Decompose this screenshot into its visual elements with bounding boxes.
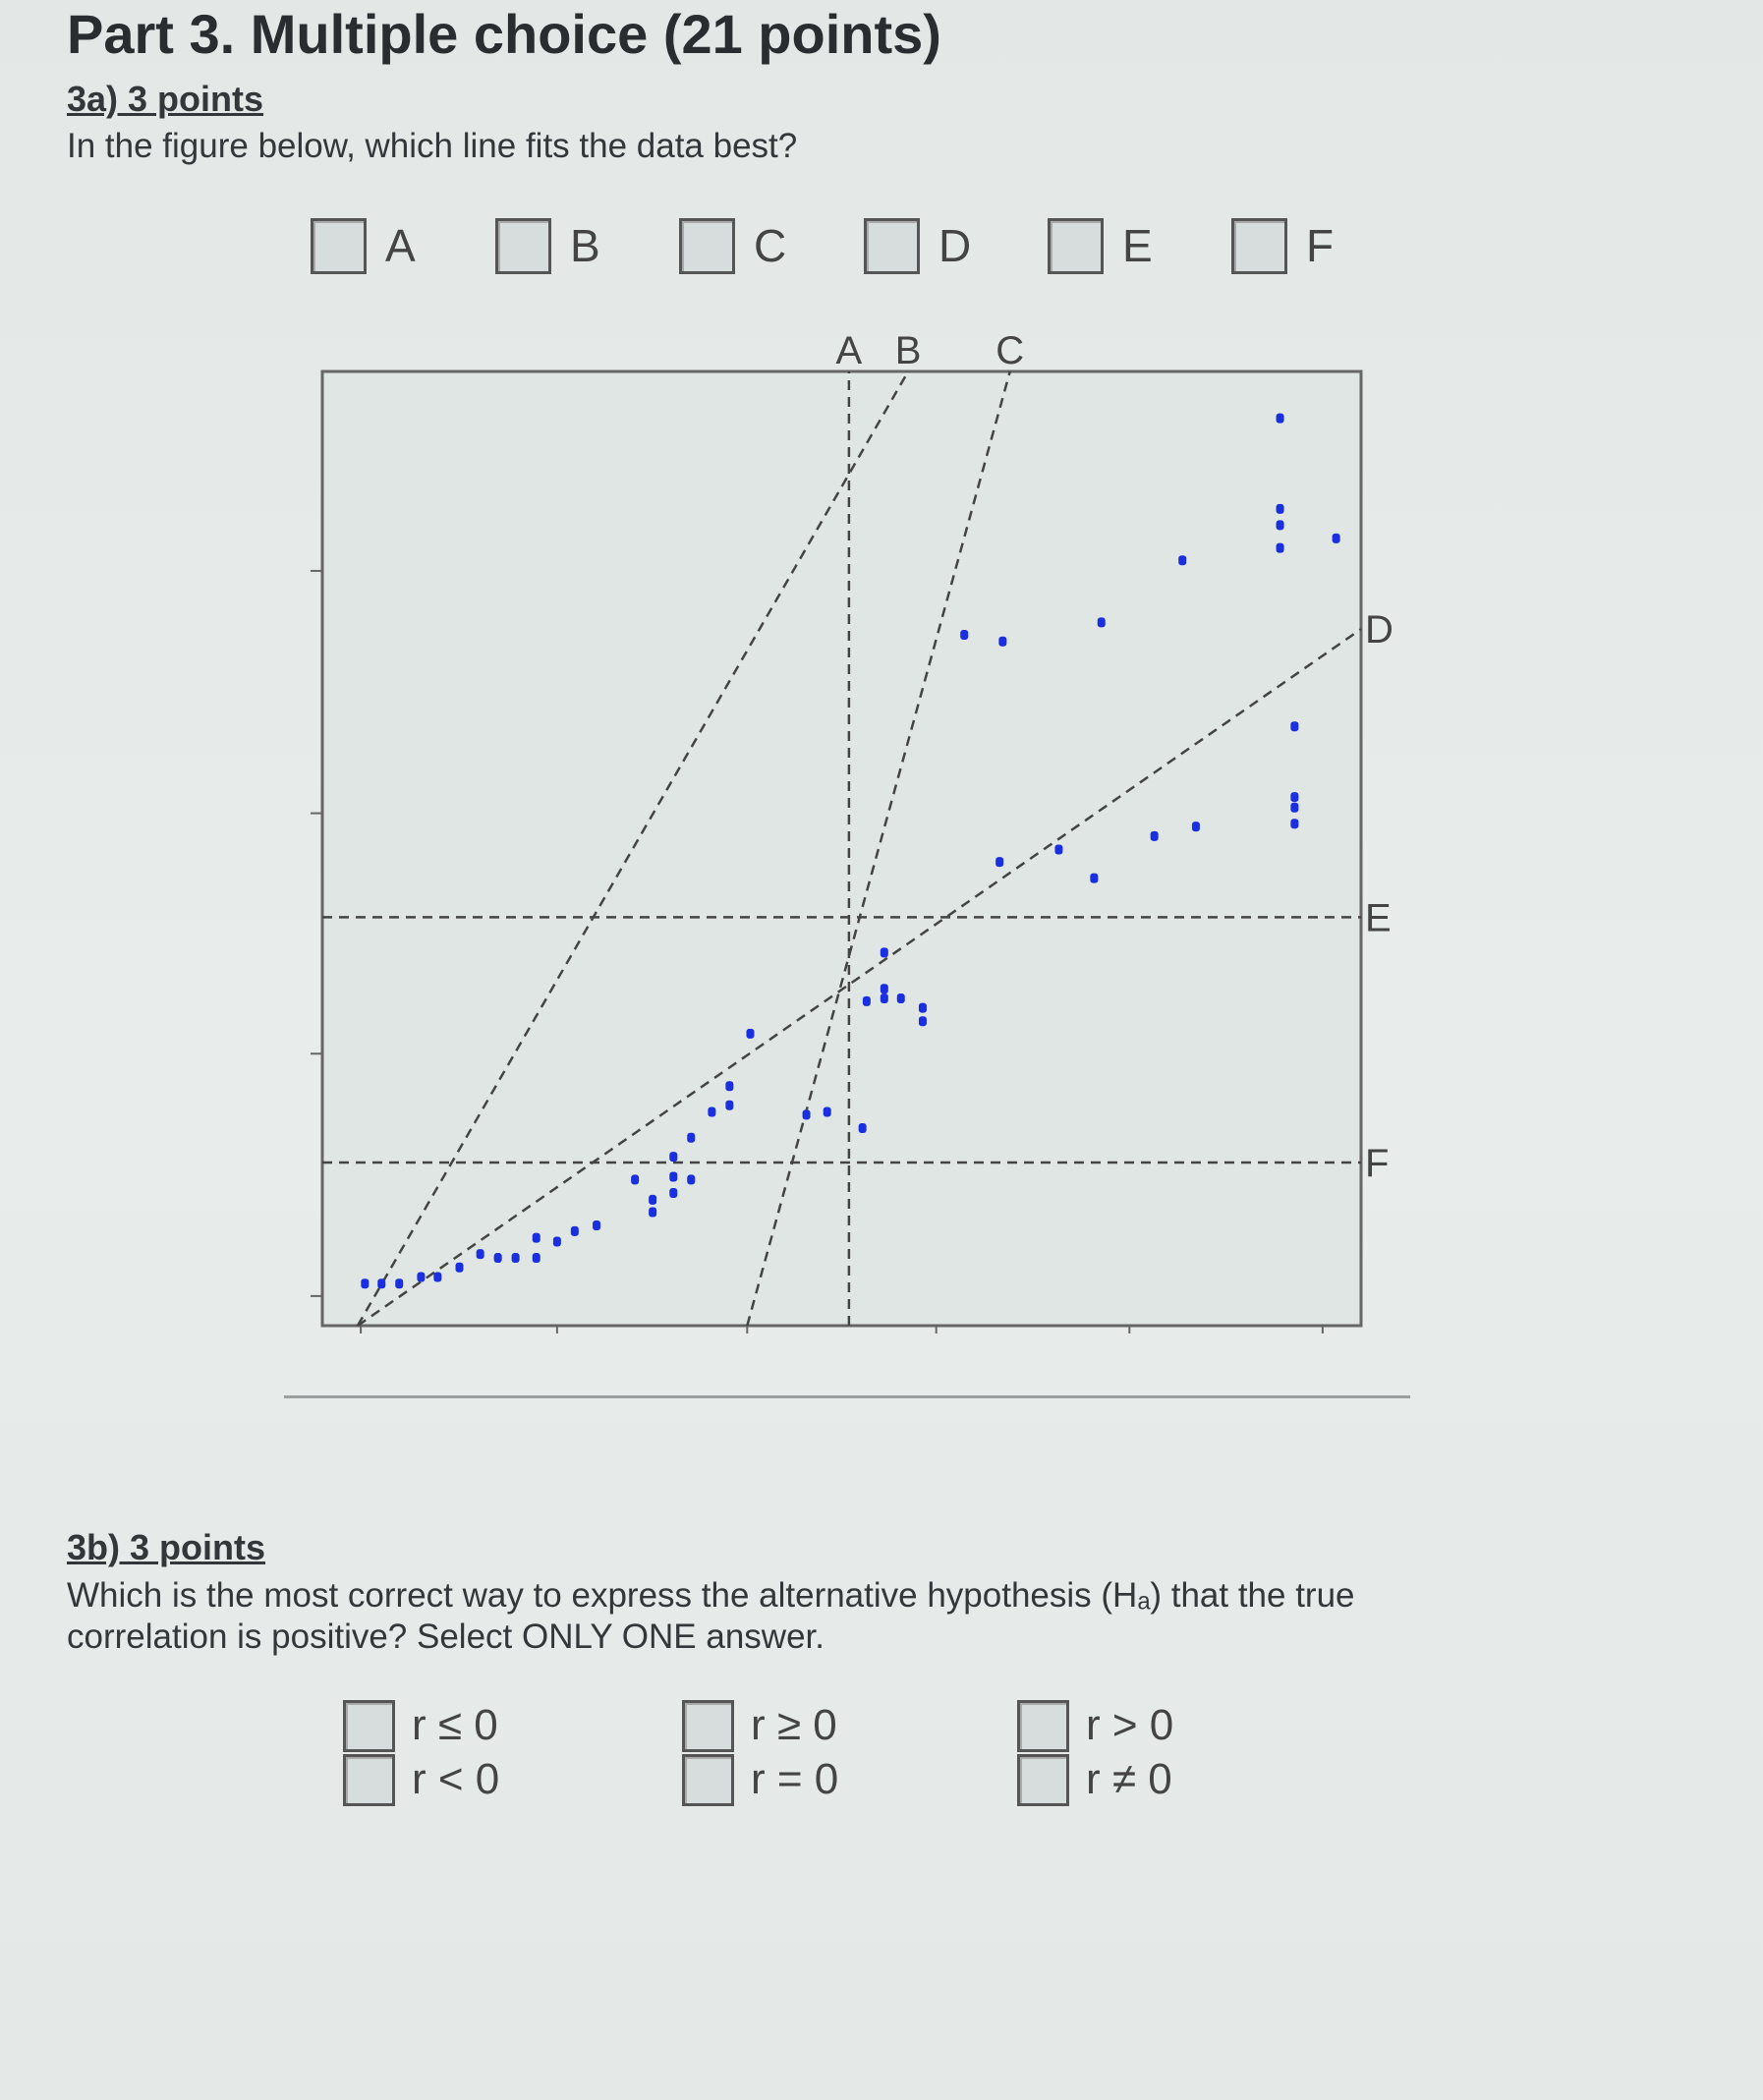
data-point [1277,520,1284,530]
option-label-a: A [385,220,416,271]
data-point [669,1188,677,1198]
question-3b-heading: 3b) 3 points [67,1527,266,1567]
data-point [571,1226,579,1236]
line-label-d: D [1365,608,1393,653]
option-label-e: E [1122,220,1153,271]
data-point [649,1207,656,1217]
checkbox-answer-6[interactable] [1017,1754,1069,1806]
data-point [1178,555,1186,565]
data-point [395,1278,403,1288]
line-label-f: F [1365,1141,1390,1185]
data-point [533,1233,540,1243]
data-point [881,947,888,957]
data-point [631,1174,639,1184]
data-point [725,1101,733,1110]
checkbox-answer-3[interactable] [682,1700,734,1752]
data-point [512,1253,520,1263]
data-point [1333,534,1340,543]
answer-label-6: r ≠ 0 [1086,1755,1172,1803]
answer-label-5: r > 0 [1086,1701,1174,1749]
checkbox-answer-5[interactable] [1017,1700,1069,1752]
page-title: Part 3. Multiple choice (21 points) [67,3,941,65]
data-point [533,1253,540,1263]
data-point [824,1107,831,1116]
data-point [433,1272,441,1281]
data-point [1054,844,1062,854]
option-label-d: D [938,220,972,271]
line-label-c: C [995,329,1025,372]
data-point [669,1152,677,1162]
data-point [995,857,1003,867]
data-point [998,637,1006,647]
data-point [1090,874,1098,883]
divider [284,1395,1410,1398]
data-point [960,630,968,640]
option-label-f: F [1306,220,1335,271]
line-label-b: B [894,329,922,372]
data-point [803,1109,811,1119]
option-label-b: B [570,220,600,271]
checkbox-answer-4[interactable] [682,1754,734,1806]
data-point [1277,504,1284,514]
option-label-c: C [754,220,787,271]
line-label-e: E [1365,896,1392,940]
data-point [456,1263,464,1273]
data-point [687,1133,695,1143]
data-point [919,1003,927,1013]
data-point [1098,617,1106,627]
data-point [593,1220,600,1230]
data-point [553,1237,561,1247]
answer-label-4: r = 0 [751,1755,839,1803]
data-point [1290,819,1298,828]
data-point [881,993,888,1003]
data-point [746,1029,754,1039]
question-3a-text: In the figure below, which line fits the data best? [67,127,798,165]
line-label-a: A [835,329,863,372]
data-point [477,1249,484,1259]
data-point [1290,792,1298,802]
question-3b-text-line1: Which is the most correct way to express the alternative hypothesis (Hₐ) that the true [67,1576,1355,1615]
data-point [881,984,888,993]
data-point [377,1278,385,1288]
data-point [669,1172,677,1182]
data-point [1290,721,1298,731]
data-point [1277,543,1284,553]
data-point [1277,414,1284,424]
data-point [897,993,905,1003]
data-point [859,1123,867,1133]
data-point [708,1107,715,1116]
data-point [863,996,871,1006]
data-point [725,1081,733,1091]
data-point [1151,831,1159,841]
answer-label-1: r ≤ 0 [412,1701,498,1749]
data-point [1192,822,1200,831]
checkbox-answer-1[interactable] [343,1700,395,1752]
data-point [361,1278,369,1288]
plot-frame [322,371,1361,1326]
data-point [649,1195,656,1205]
answer-label-3: r ≥ 0 [751,1701,837,1749]
checkbox-answer-2[interactable] [343,1754,395,1806]
data-point [417,1272,425,1281]
answer-label-2: r < 0 [412,1755,500,1803]
question-3b-text-line2: correlation is positive? Select ONLY ONE answer. [67,1618,825,1656]
data-point [687,1174,695,1184]
data-point [1290,803,1298,813]
data-point [919,1016,927,1026]
data-point [494,1253,502,1263]
question-3a-heading: 3a) 3 points [67,79,264,119]
